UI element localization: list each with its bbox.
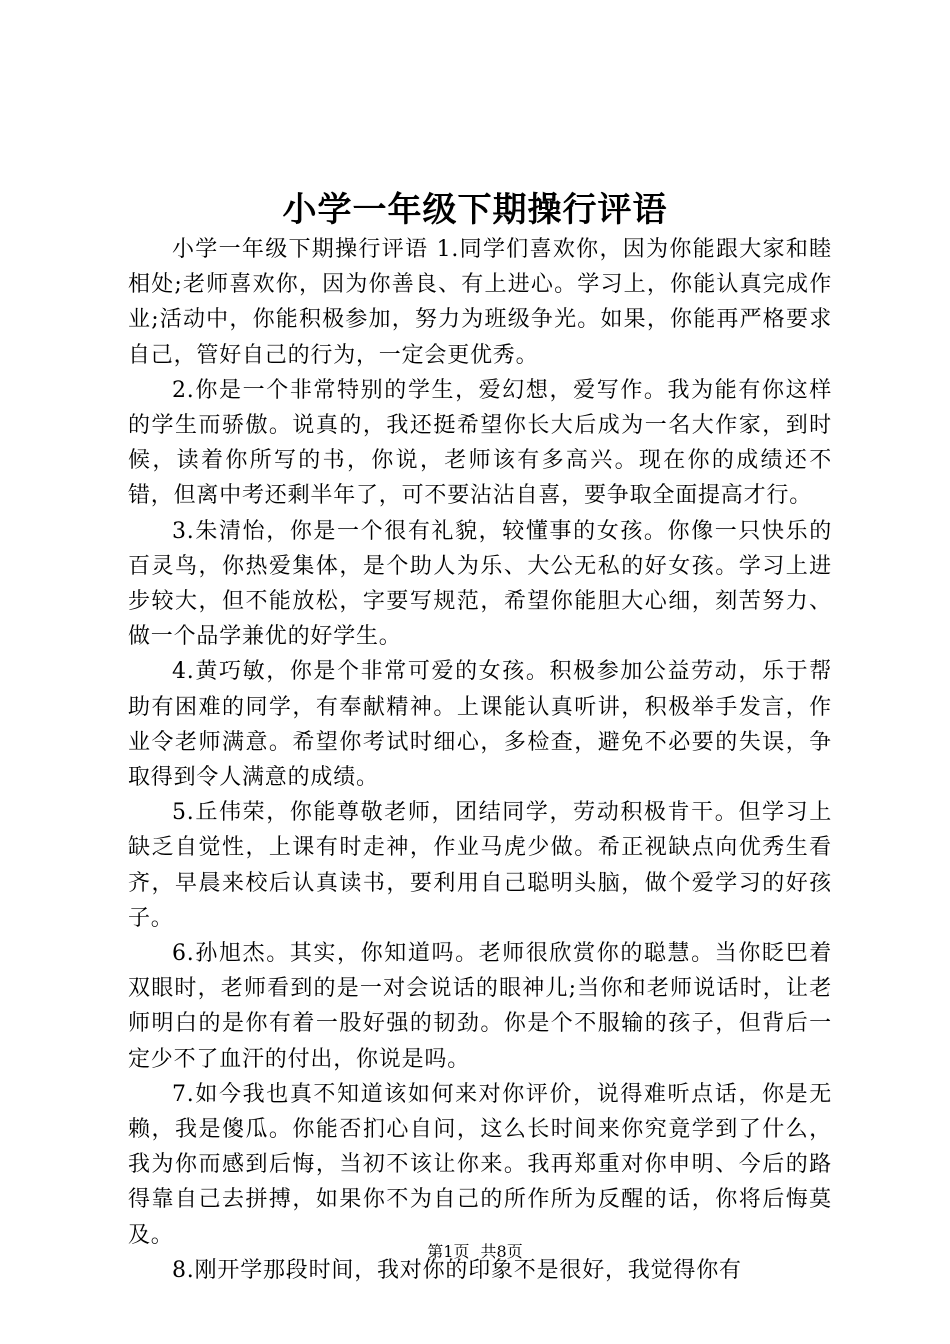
page-number: 第1页: [427, 1242, 470, 1261]
paragraph-1: 小学一年级下期操行评语 1.同学们喜欢你，因为你能跟大家和睦相处;老师喜欢你，因为你善良、有上进心。学习上，你能认真完成作业;活动中，你能积极参加，努力为班级争光。如果，你能再严格要求自己，管好自己的行为，一定会更优秀。: [128, 237, 832, 368]
page-footer: [0, 1240, 950, 1264]
paragraph-4: 4.黄巧敏，你是个非常可爱的女孩。积极参加公益劳动，乐于帮助有困难的同学，有奉献精神。上课能认真听讲，积极举手发言，作业令老师满意。希望你考试时细心，多检查，避免不必要的失误，争取得到令人满意的成绩。: [128, 659, 832, 791]
paragraph-3: 3.朱清怡，你是一个很有礼貌，较懂事的女孩。你像一只快乐的百灵鸟，你热爱集体，是个助人为乐、大公无私的好女孩。学习上进步较大，但不能放松，字要写规范，希望你能胆大心细，刻苦努力、做一个品学兼优的好学生。: [128, 518, 832, 650]
paragraph-8: 8.刚开学那段时间，我对你的印象不是很好，我觉得你有: [172, 1257, 742, 1283]
page-title: 小学一年级下期操行评语: [282, 190, 668, 230]
paragraph-2: 2.你是一个非常特别的学生，爱幻想，爱写作。我为能有你这样的学生而骄傲。说真的，我还挺希望你长大后成为一名大作家，到时候，读着你所写的书，你说，老师该有多高兴。现在你的成绩还不错，但离中考还剩半年了，可不要沾沾自喜，要争取全面提高才行。: [128, 377, 832, 509]
page-total: 共8页: [480, 1242, 523, 1261]
paragraph-7: 7.如今我也真不知道该如何来对你评价，说得难听点话，你是无赖，我是傻瓜。你能否扪心自问，这么长时间来你究竟学到了什么，我为你而感到后悔，当初不该让你来。我再郑重对你申明、今后的路得靠自己去拼搏，如果你不为自己的所作所为反醒的话，你将后悔莫及。: [128, 1081, 832, 1248]
paragraph-5: 5.丘伟荣，你能尊敬老师，团结同学，劳动积极肯干。但学习上缺乏自觉性，上课有时走神，作业马虎少做。希正视缺点向优秀生看齐，早晨来校后认真读书，要利用自己聪明头脑，做个爱学习的好孩子。: [128, 800, 832, 931]
paragraph-6: 6.孙旭杰。其实，你知道吗。老师很欣赏你的聪慧。当你眨巴着双眼时，老师看到的是一对会说话的眼神儿;当你和老师说话时，让老师明白的是你有着一股好强的韧劲。你是个不服输的孩子，但背后一定少不了血汗的付出，你说是吗。: [128, 941, 832, 1072]
document-body: [128, 232, 832, 1288]
